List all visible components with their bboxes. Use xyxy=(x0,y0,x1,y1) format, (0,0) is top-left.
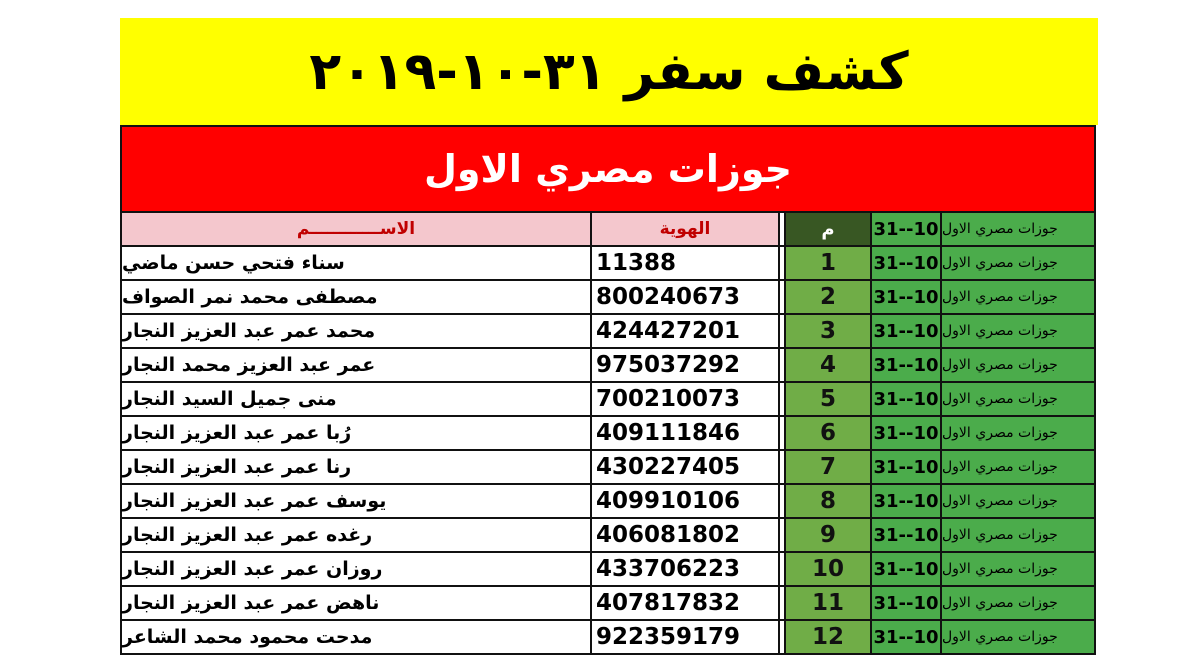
name-cell: مدحت محمود محمد الشاعر xyxy=(120,621,592,655)
date-cell: 31--10 xyxy=(872,417,942,451)
date-cell: 31--10 xyxy=(872,383,942,417)
name-cell: رنا عمر عبد العزيز النجار xyxy=(120,451,592,485)
id-cell: 433706223 xyxy=(592,553,780,587)
header-dept: جوزات مصري الاول xyxy=(942,213,1096,247)
department-cell: جوزات مصري الاول xyxy=(942,349,1096,383)
number-cell: 1 xyxy=(784,247,872,281)
id-cell: 424427201 xyxy=(592,315,780,349)
name-cell: سناء فتحي حسن ماضي xyxy=(120,247,592,281)
number-cell: 3 xyxy=(784,315,872,349)
department-cell: جوزات مصري الاول xyxy=(942,247,1096,281)
number-cell: 8 xyxy=(784,485,872,519)
id-cell: 407817832 xyxy=(592,587,780,621)
title-bar xyxy=(120,18,1098,125)
date-cell: 31--10 xyxy=(872,485,942,519)
number-cell: 6 xyxy=(784,417,872,451)
id-cell: 11388 xyxy=(592,247,780,281)
department-cell: جوزات مصري الاول xyxy=(942,383,1096,417)
date-cell: 31--10 xyxy=(872,553,942,587)
page-title: كشف سفر ٣١-١٠-٢٠١٩ xyxy=(309,41,909,102)
number-cell: 9 xyxy=(784,519,872,553)
name-cell: محمد عمر عبد العزيز النجار xyxy=(120,315,592,349)
number-cell: 4 xyxy=(784,349,872,383)
date-cell: 31--10 xyxy=(872,451,942,485)
spreadsheet xyxy=(120,18,1098,650)
number-cell: 11 xyxy=(784,587,872,621)
name-cell: رُبا عمر عبد العزيز النجار xyxy=(120,417,592,451)
subtitle-bar xyxy=(120,125,1096,213)
name-cell: روزان عمر عبد العزيز النجار xyxy=(120,553,592,587)
id-cell: 409111846 xyxy=(592,417,780,451)
name-cell: يوسف عمر عبد العزيز النجار xyxy=(120,485,592,519)
table-row xyxy=(120,485,1096,519)
department-cell: جوزات مصري الاول xyxy=(942,553,1096,587)
name-cell: منى جميل السيد النجار xyxy=(120,383,592,417)
table-row xyxy=(120,383,1096,417)
date-cell: 31--10 xyxy=(872,587,942,621)
department-cell: جوزات مصري الاول xyxy=(942,519,1096,553)
table-row xyxy=(120,519,1096,553)
header-row xyxy=(120,213,1096,247)
date-cell: 31--10 xyxy=(872,281,942,315)
name-cell: رغده عمر عبد العزيز النجار xyxy=(120,519,592,553)
number-cell: 12 xyxy=(784,621,872,655)
name-cell: مصطفى محمد نمر الصواف xyxy=(120,281,592,315)
header-num: م xyxy=(784,213,872,247)
table-row xyxy=(120,621,1096,655)
id-cell: 406081802 xyxy=(592,519,780,553)
department-cell: جوزات مصري الاول xyxy=(942,485,1096,519)
number-cell: 7 xyxy=(784,451,872,485)
table-row xyxy=(120,451,1096,485)
date-cell: 31--10 xyxy=(872,621,942,655)
id-cell: 700210073 xyxy=(592,383,780,417)
table-row xyxy=(120,553,1096,587)
id-cell: 409910106 xyxy=(592,485,780,519)
number-cell: 10 xyxy=(784,553,872,587)
table-row xyxy=(120,587,1096,621)
department-cell: جوزات مصري الاول xyxy=(942,621,1096,655)
number-cell: 2 xyxy=(784,281,872,315)
id-cell: 975037292 xyxy=(592,349,780,383)
number-cell: 5 xyxy=(784,383,872,417)
department-cell: جوزات مصري الاول xyxy=(942,417,1096,451)
date-cell: 31--10 xyxy=(872,247,942,281)
table-row xyxy=(120,247,1096,281)
department-cell: جوزات مصري الاول xyxy=(942,281,1096,315)
department-cell: جوزات مصري الاول xyxy=(942,587,1096,621)
date-cell: 31--10 xyxy=(872,349,942,383)
table-row xyxy=(120,417,1096,451)
header-id: الهوية xyxy=(592,213,780,247)
page-subtitle: جوزات مصري الاول xyxy=(423,147,793,191)
name-cell: ناهض عمر عبد العزيز النجار xyxy=(120,587,592,621)
table-row xyxy=(120,281,1096,315)
id-cell: 430227405 xyxy=(592,451,780,485)
id-cell: 800240673 xyxy=(592,281,780,315)
name-cell: عمر عبد العزيز محمد النجار xyxy=(120,349,592,383)
date-cell: 31--10 xyxy=(872,519,942,553)
header-name: الاســــــــــــم xyxy=(120,213,592,247)
id-cell: 922359179 xyxy=(592,621,780,655)
department-cell: جوزات مصري الاول xyxy=(942,451,1096,485)
header-date: 31--10 xyxy=(872,213,942,247)
department-cell: جوزات مصري الاول xyxy=(942,315,1096,349)
table-row xyxy=(120,315,1096,349)
table-row xyxy=(120,349,1096,383)
date-cell: 31--10 xyxy=(872,315,942,349)
